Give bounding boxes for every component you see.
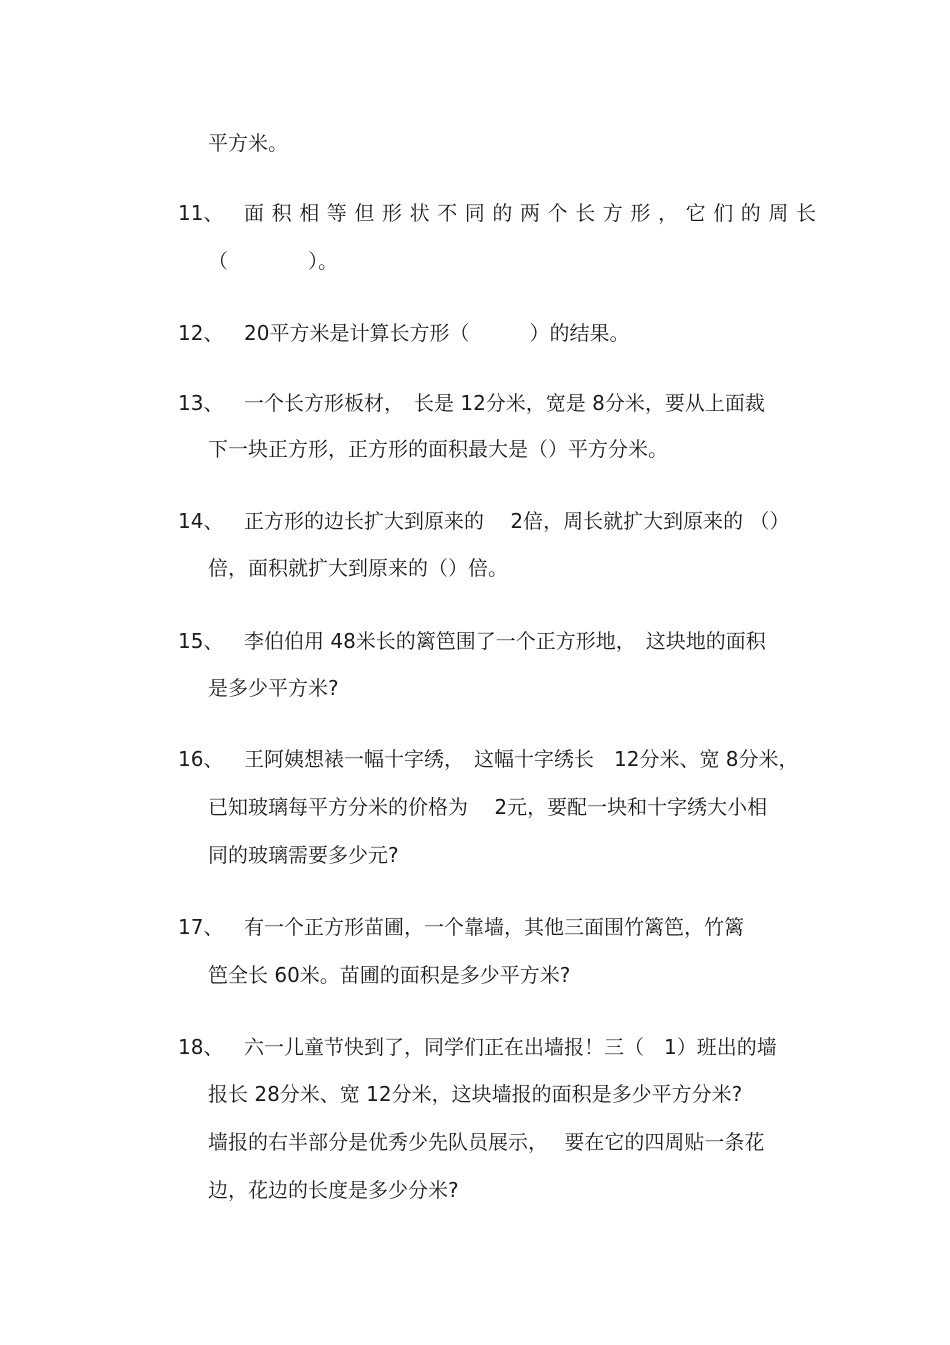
question-13-line-1: 一个长方形板材， 长是 12分米，宽是 8分米，要从上面裁 <box>244 391 765 415</box>
question-number-14: 14、 <box>178 509 224 533</box>
question-17-line-1: 有一个正方形苗圃，一个靠墙，其他三面围竹篱笆，竹篱 <box>244 915 744 939</box>
question-14-line-1: 正方形的边长扩大到原来的 2倍，周长就扩大到原来的 （） <box>244 509 790 533</box>
question-17-line-2: 笆全长 60米。苗圃的面积是多少平方米? <box>208 963 571 987</box>
question-16-line-2: 已知玻璃每平方分米的价格为 2元，要配一块和十字绣大小相 <box>208 795 768 819</box>
question-16-line-1: 王阿姨想裱一幅十字绣， 这幅十字绣长 12分米、宽 8分米， <box>244 747 799 771</box>
question-14-line-2: 倍，面积就扩大到原来的（）倍。 <box>208 556 508 580</box>
question-13-line-2: 下一块正方形，正方形的面积最大是（）平方分米。 <box>208 437 668 461</box>
question-number-12: 12、 <box>178 321 224 345</box>
question-number-17: 17、 <box>178 915 224 939</box>
question-18-line-2: 报长 28分米、宽 12分米，这块墙报的面积是多少平方分米? <box>208 1082 743 1106</box>
carryover-text: 平方米。 <box>208 131 288 155</box>
question-number-18: 18、 <box>178 1035 224 1059</box>
question-18-line-1: 六一儿童节快到了，同学们正在出墙报！三（ 1）班出的墙 <box>244 1035 777 1059</box>
question-11-line-2: （ ）。 <box>208 249 338 273</box>
question-18-line-4: 边，花边的长度是多少分米? <box>208 1178 459 1202</box>
question-18-line-3: 墙报的右半部分是优秀少先队员展示， 要在它的四周贴一条花 <box>208 1130 765 1154</box>
question-12-line-1: 20平方米是计算长方形（ ）的结果。 <box>244 321 630 345</box>
question-number-13: 13、 <box>178 391 224 415</box>
question-16-line-3: 同的玻璃需要多少元? <box>208 843 399 867</box>
question-15-line-1: 李伯伯用 48米长的篱笆围了一个正方形地， 这块地的面积 <box>244 629 766 653</box>
question-11-line-1: 面积相等但形状不同的两个长方形，它们的周长 <box>244 201 824 225</box>
question-number-16: 16、 <box>178 747 224 771</box>
question-number-11: 11、 <box>178 201 224 225</box>
question-number-15: 15、 <box>178 629 224 653</box>
question-15-line-2: 是多少平方米? <box>208 676 339 700</box>
